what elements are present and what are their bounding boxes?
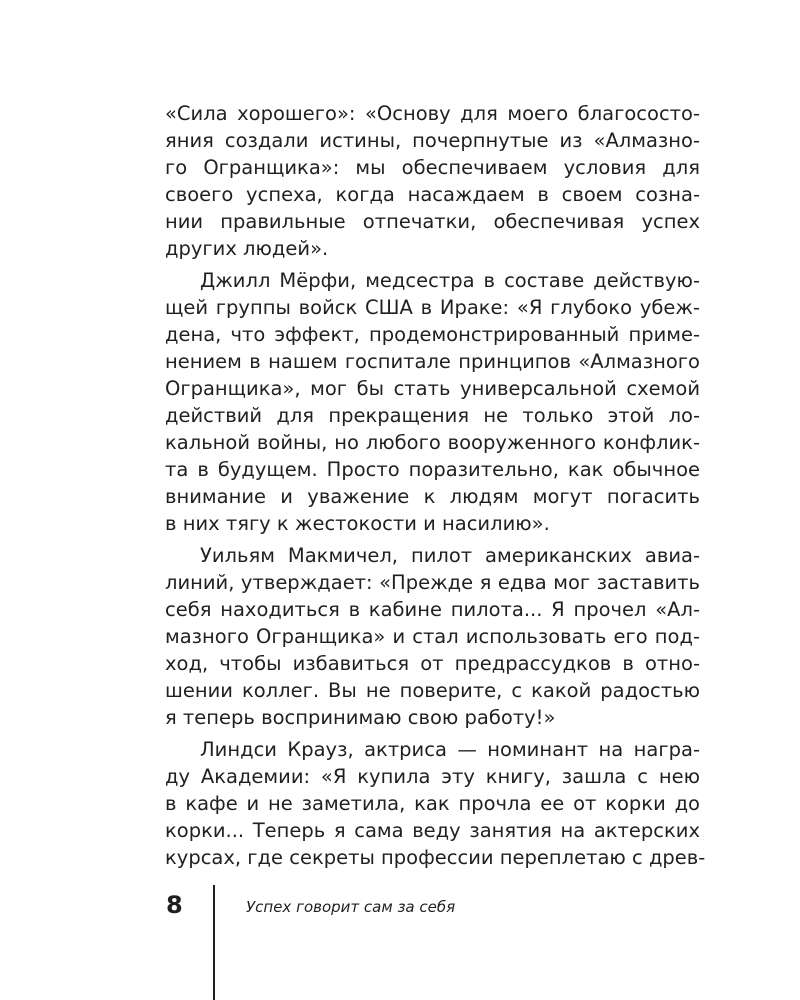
footer-divider — [213, 885, 215, 1000]
paragraph — [165, 542, 700, 731]
text-line: кальной войны, но любого вооруженного конфлик- — [165, 431, 700, 454]
text-line: ход, чтобы избавиться от предрассудков в отно- — [165, 652, 700, 675]
text-line: Уильям Макмичел, пилот американских авиа- — [200, 544, 700, 567]
text-line: Линдси Крауз, актриса — номинант на награ- — [200, 738, 700, 761]
text-line: яния создали истины, почерпнутые из «Алмазно- — [165, 129, 700, 152]
text-line: корки... Теперь я сама веду занятия на актерских — [165, 819, 700, 842]
running-head: Успех говорит сам за себя — [246, 898, 456, 916]
paragraph — [165, 736, 706, 871]
text-line: курсах, где секреты профессии переплетаю с древ- — [165, 846, 706, 869]
text-line: в кафе и не заметила, как прочла ее от корки до — [165, 792, 700, 815]
text-line: та в будущем. Просто поразительно, как обычное — [165, 458, 700, 481]
page-number: 8 — [166, 891, 183, 919]
paragraph — [165, 100, 700, 262]
text-line: дена, что эффект, продемонстрированный приме- — [165, 323, 700, 346]
text-line: Джилл Мёрфи, медсестра в составе действую- — [200, 269, 700, 292]
text-line: действий для прекращения не только этой ло- — [165, 404, 700, 427]
text-line: щей группы войск США в Ираке: «Я глубоко убеж- — [165, 296, 700, 319]
text-line: я теперь воспринимаю свою работу!» — [165, 706, 556, 729]
body-text — [165, 100, 706, 871]
text-line: линий, утверждает: «Прежде я едва мог заставить — [165, 571, 700, 594]
text-line: нением в нашем госпитале принципов «Алмазного — [165, 350, 700, 373]
text-line: «Сила хорошего»: «Основу для моего благососто- — [165, 102, 700, 125]
text-line: нии правильные отпечатки, обеспечивая успех — [165, 210, 700, 233]
text-line: своего успеха, когда насаждаем в своем созна- — [165, 183, 700, 206]
text-line: себя находиться в кабине пилота... Я прочел «Ал- — [165, 598, 700, 621]
text-line: других людей». — [165, 237, 329, 260]
text-line: ду Академии: «Я купила эту книгу, зашла с нею — [165, 765, 700, 788]
text-line: го Огранщика»: мы обеспечиваем условия для — [165, 156, 700, 179]
text-line: внимание и уважение к людям могут погасить — [165, 485, 700, 508]
text-line: в них тягу к жестокости и насилию». — [165, 512, 550, 535]
text-line: шении коллег. Вы не поверите, с какой радостью — [165, 679, 700, 702]
text-line: Огранщика», мог бы стать универсальной схемой — [165, 377, 700, 400]
text-line: мазного Огранщика» и стал использовать его под- — [165, 625, 700, 648]
paragraph — [165, 267, 700, 537]
